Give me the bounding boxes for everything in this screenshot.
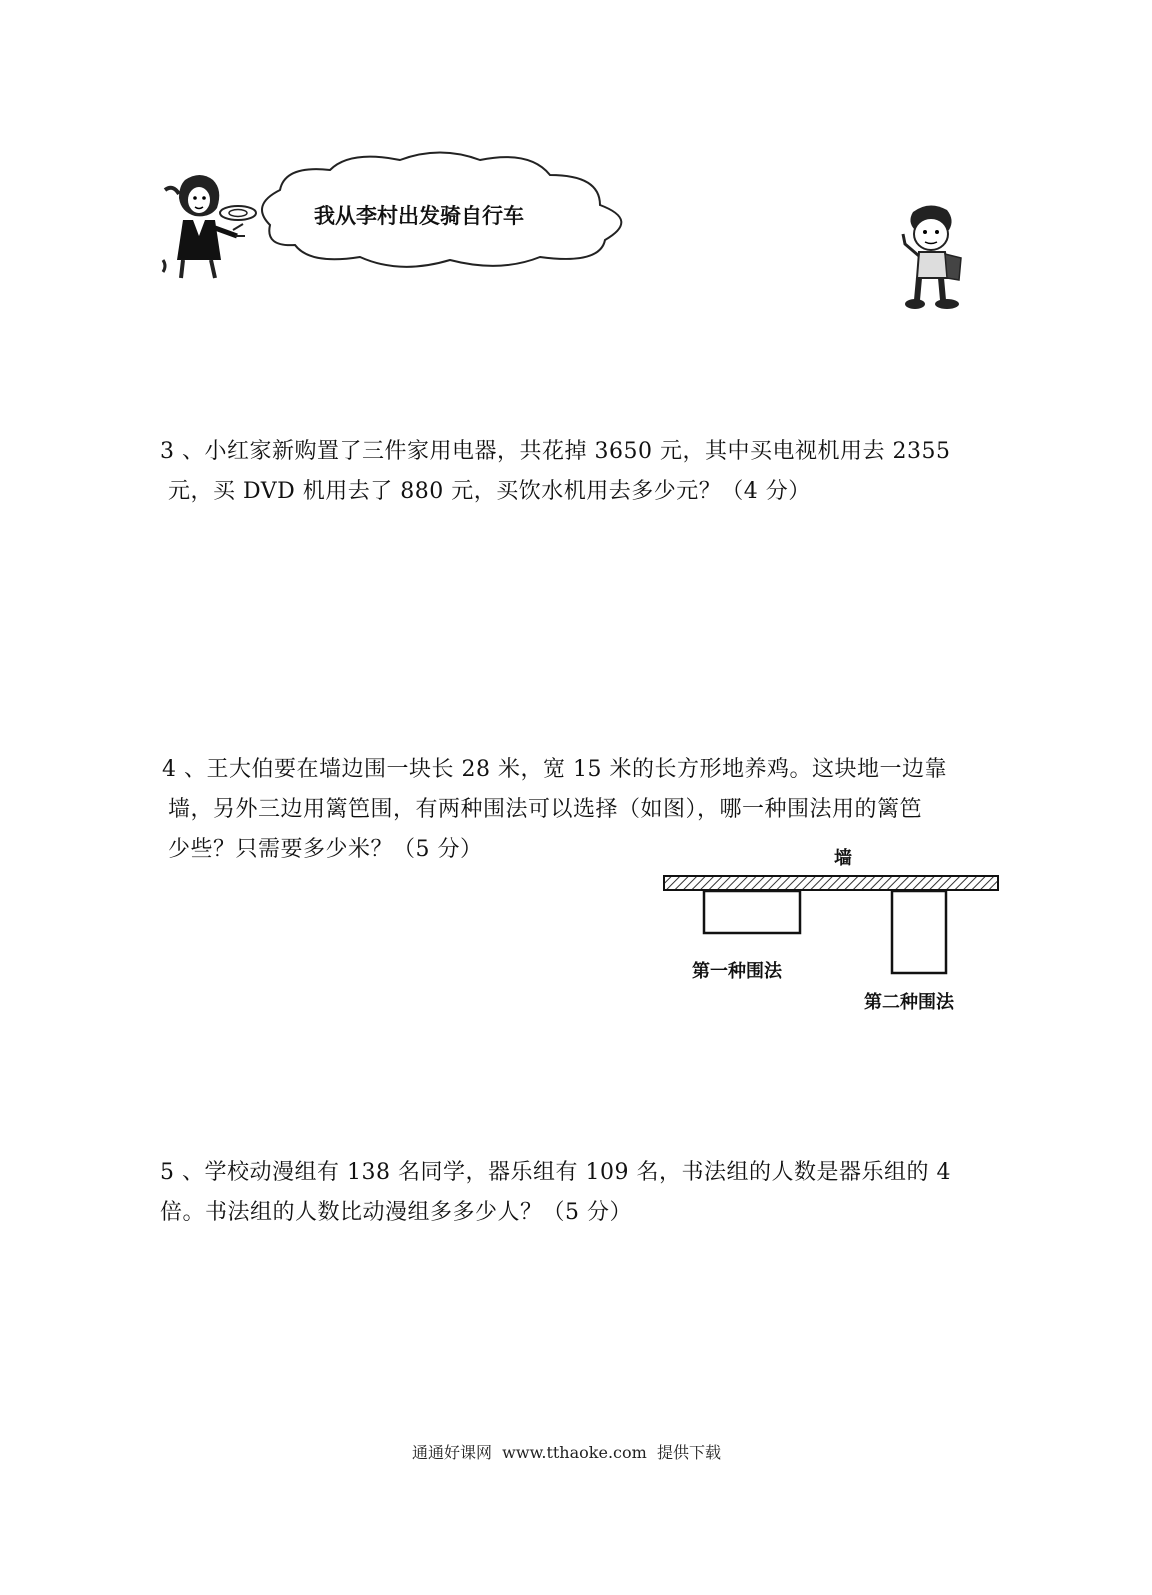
page-footer: 通通好课网 www.tthaoke.com 提供下载	[412, 1443, 721, 1462]
wall-bar	[664, 876, 998, 890]
method-1-label: 第一种围法	[692, 961, 782, 982]
question-4	[162, 750, 947, 870]
question-5-line-2: 倍。书法组的人数比动漫组多多少人？（5 分）	[160, 1200, 632, 1225]
question-4-line-3: 少些？只需要多少米？（5 分）	[168, 837, 483, 862]
question-5-line-1: 5 、学校动漫组有 138 名同学，器乐组有 109 名，书法组的人数是器乐组的 4	[160, 1160, 951, 1185]
method-1-rectangle	[704, 891, 800, 933]
question-4-line-1: 4 、王大伯要在墙边围一块长 28 米，宽 15 米的长方形地养鸡。这块地一边靠	[162, 757, 947, 782]
question-3	[160, 432, 950, 512]
question-3-line-2: 元，买 DVD 机用去了 880 元，买饮水机用去多少元？（4 分）	[168, 479, 811, 504]
method-2-rectangle	[892, 891, 946, 973]
question-5	[160, 1153, 951, 1233]
question-4-line-2: 墙，另外三边用篱笆围，有两种围法可以选择（如图），哪一种围法用的篱笆	[168, 797, 923, 822]
wall-label: 墙	[834, 848, 852, 869]
speech-bubble-text: 我从李村出发骑自行车	[314, 204, 524, 228]
boy-illustration	[895, 200, 975, 315]
question-3-line-1: 3 、小红家新购置了三件家用电器，共花掉 3650 元，其中买电视机用去 2355	[160, 439, 951, 464]
method-2-label: 第二种围法	[864, 992, 954, 1013]
